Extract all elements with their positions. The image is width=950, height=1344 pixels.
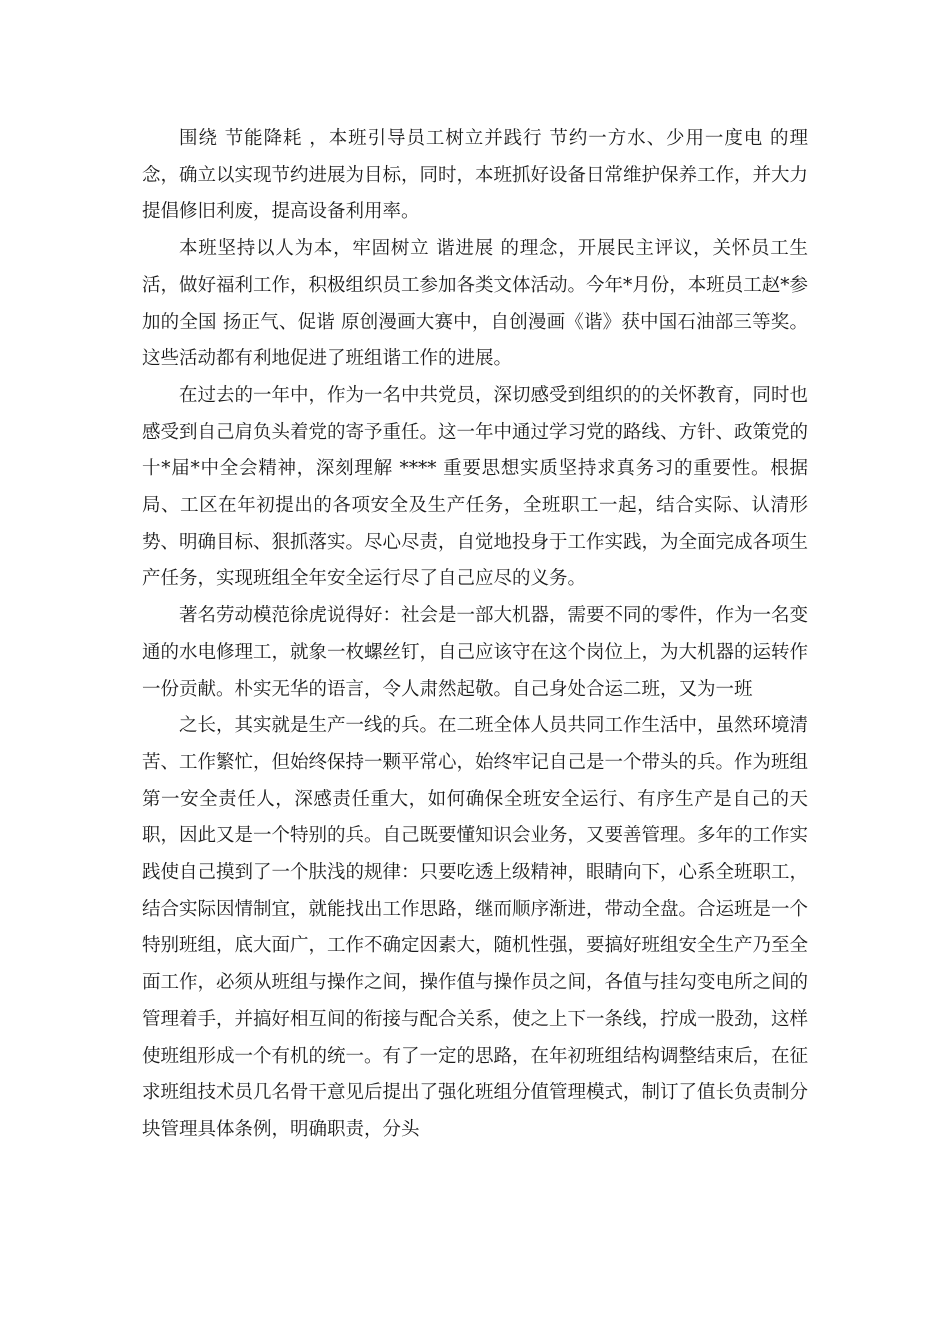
paragraph-energy-saving: 围绕 节能降耗 ，本班引导员工树立并践行 节约一方水、少用一度电 的理念，确立以实现节约进展为目标，同时，本班抓好设备日常维护保养工作，并大力提倡修旧利废，提高设备利用率。 — [142, 128, 809, 223]
paragraph-party-member: 在过去的一年中，作为一名中共党员，深切感受到组织的的关怀教育，同时也感受到自己肩负头着党的寄予重任。这一年中通过学习党的路线、方针、政策党的十*届*中全会精神，深刻理解 **** 重要思想实质坚持求真务习的重要性。根据局、工区在年初提出的各项安全及生产任务，全班职工一起，结合实际、认清形势、明确目标、狠抓落实。尽心尽责，自觉地投身于工作实践，为全面完成各项生产任务，实现班组全年安全运行尽了自己应尽的义务。 — [142, 384, 809, 590]
document-body — [142, 121, 808, 1149]
paragraph-people-oriented: 本班坚持以人为本，牢固树立 谐进展 的理念，开展民主评议，关怀员工生活，做好福利工作，积极组织员工参加各类文体活动。今年*月份，本班员工赵*参加的全国 扬正气、促谐 原创漫画大赛中，自创漫画《谐》获中国石油部三等奖。这些活动都有利地促进了班组谐工作的进展。 — [142, 238, 809, 370]
paragraph-model-worker: 著名劳动模范徐虎说得好：社会是一部大机器，需要不同的零件，作为一名变通的水电修理工，就象一枚螺丝钉，自己应该守在这个岗位上，为大机器的运转作一份贡献。朴实无华的语言，令人肃然起敬。自己身处合运二班，又为一班 — [142, 605, 809, 700]
paragraph-team-leader: 之长，其实就是生产一线的兵。在二班全体人员共同工作生活中，虽然环境清苦、工作繁忙，但始终保持一颗平常心，始终牢记自己是一个带头的兵。作为班组第一安全责任人，深感责任重大，如何确保全班安全运行、有序生产是自己的天职，因此又是一个特别的兵。自己既要懂知识会业务，又要善管理。多年的工作实践使自己摸到了一个肤浅的规律：只要吃透上级精神，眼睛向下，心系全班职工，结合实际因情制宜，就能找出工作思路，继而顺序渐进，带动全盘。合运班是一个特别班组，底大面广，工作不确定因素大，随机性强，要搞好班组安全生产乃至全面工作，必须从班组与操作之间，操作值与操作员之间，各值与挂勾变电所之间的管理着手，并搞好相互间的衔接与配合关系，使之上下一条线，拧成一股劲，这样使班组形成一个有机的统一。有了一定的思路，在年初班组结构调整结束后，在征求班组技术员几名骨干意见后提出了强化班组分值管理模式，制订了值长负责制分块管理具体条例，明确职责，分头 — [142, 715, 809, 1140]
